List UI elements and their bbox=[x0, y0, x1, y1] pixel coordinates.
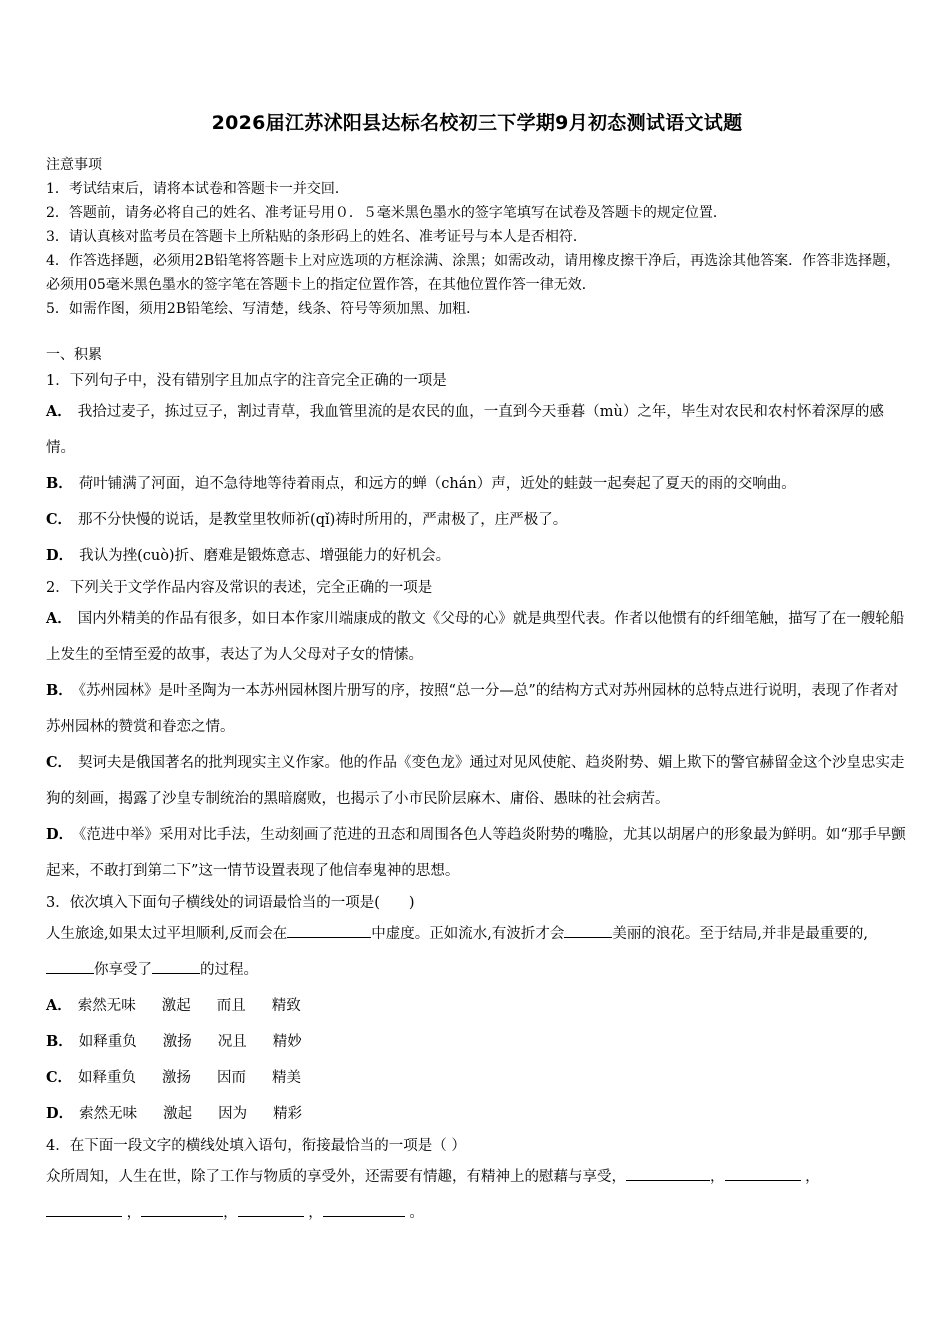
notice-heading: 注意事项 bbox=[46, 157, 102, 173]
question-1-option-b: B． 荷叶铺满了河面，迫不急待地等待着雨点，和远方的蝉（chán）声，近处的蛙鼓一起奏起了夏天的雨的交响曲。 bbox=[46, 475, 796, 492]
option-text: 《苏州园林》是叶圣陶为一本苏州园林图片册写的序，按照“总一分—总”的结构方式对苏州园林的总特点进行说明，表现了作者对苏州园林的赞赏和眷恋之情。 bbox=[46, 683, 899, 735]
passage-text: 中虚度。正如流水,有波折才会 bbox=[371, 926, 565, 942]
option-label: A． bbox=[46, 997, 72, 1014]
notice-item: 4．作答选择题，必须用2B铅笔将答题卡上对应选项的方框涂满、涂黑；如需改动，请用橡皮擦干净后，再选涂其他答案．作答非选择题，必须用05毫米黑色墨水的签字笔在答题卡上的指定位置作答，在其他位置作答一律无效． bbox=[46, 253, 901, 293]
option-word: 索然无味 bbox=[79, 1106, 138, 1122]
option-word: 激扬 bbox=[162, 1070, 192, 1086]
option-word: 而且 bbox=[216, 998, 246, 1014]
passage-text: 你享受了 bbox=[94, 962, 152, 978]
fill-blank[interactable] bbox=[152, 958, 200, 974]
section-heading: 一、积累 bbox=[46, 347, 102, 363]
fill-blank[interactable] bbox=[238, 1201, 304, 1217]
punctuation: ， bbox=[126, 1205, 142, 1221]
notice-item: 2．答题前，请务必将自己的姓名、准考证号用０．５毫米黑色墨水的签字笔填写在试卷及答题卡的规定位置． bbox=[46, 205, 727, 221]
option-word: 如释重负 bbox=[78, 1070, 137, 1086]
option-word: 况且 bbox=[217, 1034, 247, 1050]
passage-text: 众所周知，人生在世，除了工作与物质的享受外，还需要有情趣，有精神上的慰藉与享受， bbox=[46, 1169, 626, 1185]
option-label: D． bbox=[46, 1105, 74, 1122]
question-1-option-d: D． 我认为挫(cuò)折、磨难是锻炼意志、增强能力的好机会。 bbox=[46, 547, 451, 564]
fill-blank[interactable] bbox=[626, 1165, 710, 1181]
question-1-option-c: C． 那不分快慢的说话，是教堂里牧师祈(qǐ)祷时所用的，严肃极了，庄严极了。 bbox=[46, 511, 568, 528]
fill-blank[interactable] bbox=[323, 1201, 405, 1217]
option-word: 精美 bbox=[272, 1070, 302, 1086]
fill-blank[interactable] bbox=[564, 922, 612, 938]
option-text: 我认为挫(cuò)折、磨难是锻炼意志、增强能力的好机会。 bbox=[79, 548, 451, 564]
option-text: 我拾过麦子，拣过豆子，割过青草，我血管里流的是农民的血，一直到今天垂暮（mù）之年，毕生对农民和农村怀着深厚的感情。 bbox=[46, 404, 884, 456]
option-label: B． bbox=[46, 1033, 73, 1050]
question-2-option-a: A． 国内外精美的作品有很多，如日本作家川端康成的散文《父母的心》就是典型代表。作者以他惯有的纤细笔触，描写了在一艘轮船上发生的至情至爱的故事，表达了为人父母对子女的情愫。 bbox=[46, 610, 905, 663]
punctuation: ， bbox=[223, 1205, 238, 1221]
fill-blank[interactable] bbox=[287, 922, 371, 938]
option-label: C． bbox=[46, 1069, 73, 1086]
question-2-option-b: B． 《苏州园林》是叶圣陶为一本苏州园林图片册写的序，按照“总一分—总”的结构方式对苏州园林的总特点进行说明，表现了作者对苏州园林的赞赏和眷恋之情。 bbox=[46, 682, 899, 735]
option-word: 精致 bbox=[271, 998, 301, 1014]
fill-blank[interactable] bbox=[46, 958, 94, 974]
option-word: 索然无味 bbox=[77, 998, 136, 1014]
option-text: 那不分快慢的说话，是教堂里牧师祈(qǐ)祷时所用的，严肃极了，庄严极了。 bbox=[78, 512, 568, 528]
question-4-passage bbox=[46, 1159, 908, 1231]
fill-blank[interactable] bbox=[725, 1165, 801, 1181]
notice-item: 5．如需作图，须用2B铅笔绘、写清楚，线条、符号等须加黑、加粗． bbox=[46, 301, 481, 317]
fill-blank[interactable] bbox=[141, 1201, 223, 1217]
option-text: 国内外精美的作品有很多，如日本作家川端康成的散文《父母的心》就是典型代表。作者以他惯有的纤细笔触，描写了在一艘轮船上发生的至情至爱的故事，表达了为人父母对子女的情愫。 bbox=[46, 611, 905, 663]
option-text: 契诃夫是俄国著名的批判现实主义作家。他的作品《变色龙》通过对见风使舵、趋炎附势、媚上欺下的警官赫留金这个沙皇忠实走狗的刻画，揭露了沙皇专制统治的黑暗腐败，也揭示了小市民阶层麻木、庸俗、愚昧的社会病苦。 bbox=[46, 755, 905, 807]
question-3-option-b bbox=[46, 1024, 908, 1060]
option-text: 《范进中举》采用对比手法，生动刻画了范进的丑态和周围各色人等趋炎附势的嘴脸，尤其以胡屠户的形象最为鲜明。如“那手早颤起来，不敢打到第二下”这一情节设置表现了他信奉鬼神的思想。 bbox=[46, 827, 906, 879]
punctuation: 。 bbox=[409, 1205, 424, 1221]
fill-blank[interactable] bbox=[46, 1201, 122, 1217]
question-2-option-c: C． 契诃夫是俄国著名的批判现实主义作家。他的作品《变色龙》通过对见风使舵、趋炎附势、媚上欺下的警官赫留金这个沙皇忠实走狗的刻画，揭露了沙皇专制统治的黑暗腐败，也揭示了小市民阶层麻木、庸俗、愚昧的社会病苦。 bbox=[46, 754, 905, 807]
question-1-stem: 1．下列句子中，没有错别字且加点字的注音完全正确的一项是 bbox=[46, 373, 447, 389]
option-word: 精彩 bbox=[273, 1106, 303, 1122]
option-text: 荷叶铺满了河面，迫不急待地等待着雨点，和远方的蝉（chán）声，近处的蛙鼓一起奏起了夏天的雨的交响曲。 bbox=[78, 476, 796, 492]
question-3-option-d bbox=[46, 1096, 908, 1132]
passage-text: 美丽的浪花。至于结局,并非是最重要的, bbox=[612, 926, 869, 942]
passage-text: 的过程。 bbox=[200, 962, 258, 978]
question-3-option-c bbox=[46, 1060, 908, 1096]
option-word: 激扬 bbox=[162, 1034, 192, 1050]
punctuation: ， bbox=[805, 1169, 820, 1185]
option-word: 精妙 bbox=[272, 1034, 302, 1050]
question-1-option-a: A． 我拾过麦子，拣过豆子，割过青草，我血管里流的是农民的血，一直到今天垂暮（mù）之年，毕生对农民和农村怀着深厚的感情。 bbox=[46, 403, 884, 456]
notice-block bbox=[46, 153, 908, 321]
option-word: 激起 bbox=[161, 998, 191, 1014]
exam-page bbox=[46, 108, 908, 1231]
question-4-stem: 4．在下面一段文字的横线处填入语句，衔接最恰当的一项是（ ） bbox=[46, 1138, 466, 1154]
question-2-stem: 2．下列关于文学作品内容及常识的表述，完全正确的一项是 bbox=[46, 580, 433, 596]
option-word: 如释重负 bbox=[78, 1034, 137, 1050]
question-3-stem: 3．依次填入下面句子横线处的词语最恰当的一项是( ) bbox=[46, 895, 415, 911]
punctuation: ， bbox=[710, 1169, 725, 1185]
notice-item: 3．请认真核对监考员在答题卡上所粘贴的条形码上的姓名、准考证号与本人是否相符． bbox=[46, 229, 587, 245]
notice-item: 1．考试结束后，请将本试卷和答题卡一并交回． bbox=[46, 181, 349, 197]
option-word: 因而 bbox=[217, 1070, 247, 1086]
question-3-passage bbox=[46, 916, 908, 988]
question-2-option-d: D． 《范进中举》采用对比手法，生动刻画了范进的丑态和周围各色人等趋炎附势的嘴脸，尤其以胡屠户的形象最为鲜明。如“那手早颤起来，不敢打到第二下”这一情节设置表现了他信奉鬼神的思想。 bbox=[46, 826, 906, 879]
question-3-option-a bbox=[46, 988, 908, 1024]
page-title: 2026届江苏沭阳县达标名校初三下学期9月初态测试语文试题 bbox=[211, 112, 743, 134]
option-word: 因为 bbox=[218, 1106, 248, 1122]
option-word: 激起 bbox=[163, 1106, 193, 1122]
passage-text: 人生旅途,如果太过平坦顺利,反而会在 bbox=[46, 926, 288, 942]
punctuation: ， bbox=[308, 1205, 323, 1221]
